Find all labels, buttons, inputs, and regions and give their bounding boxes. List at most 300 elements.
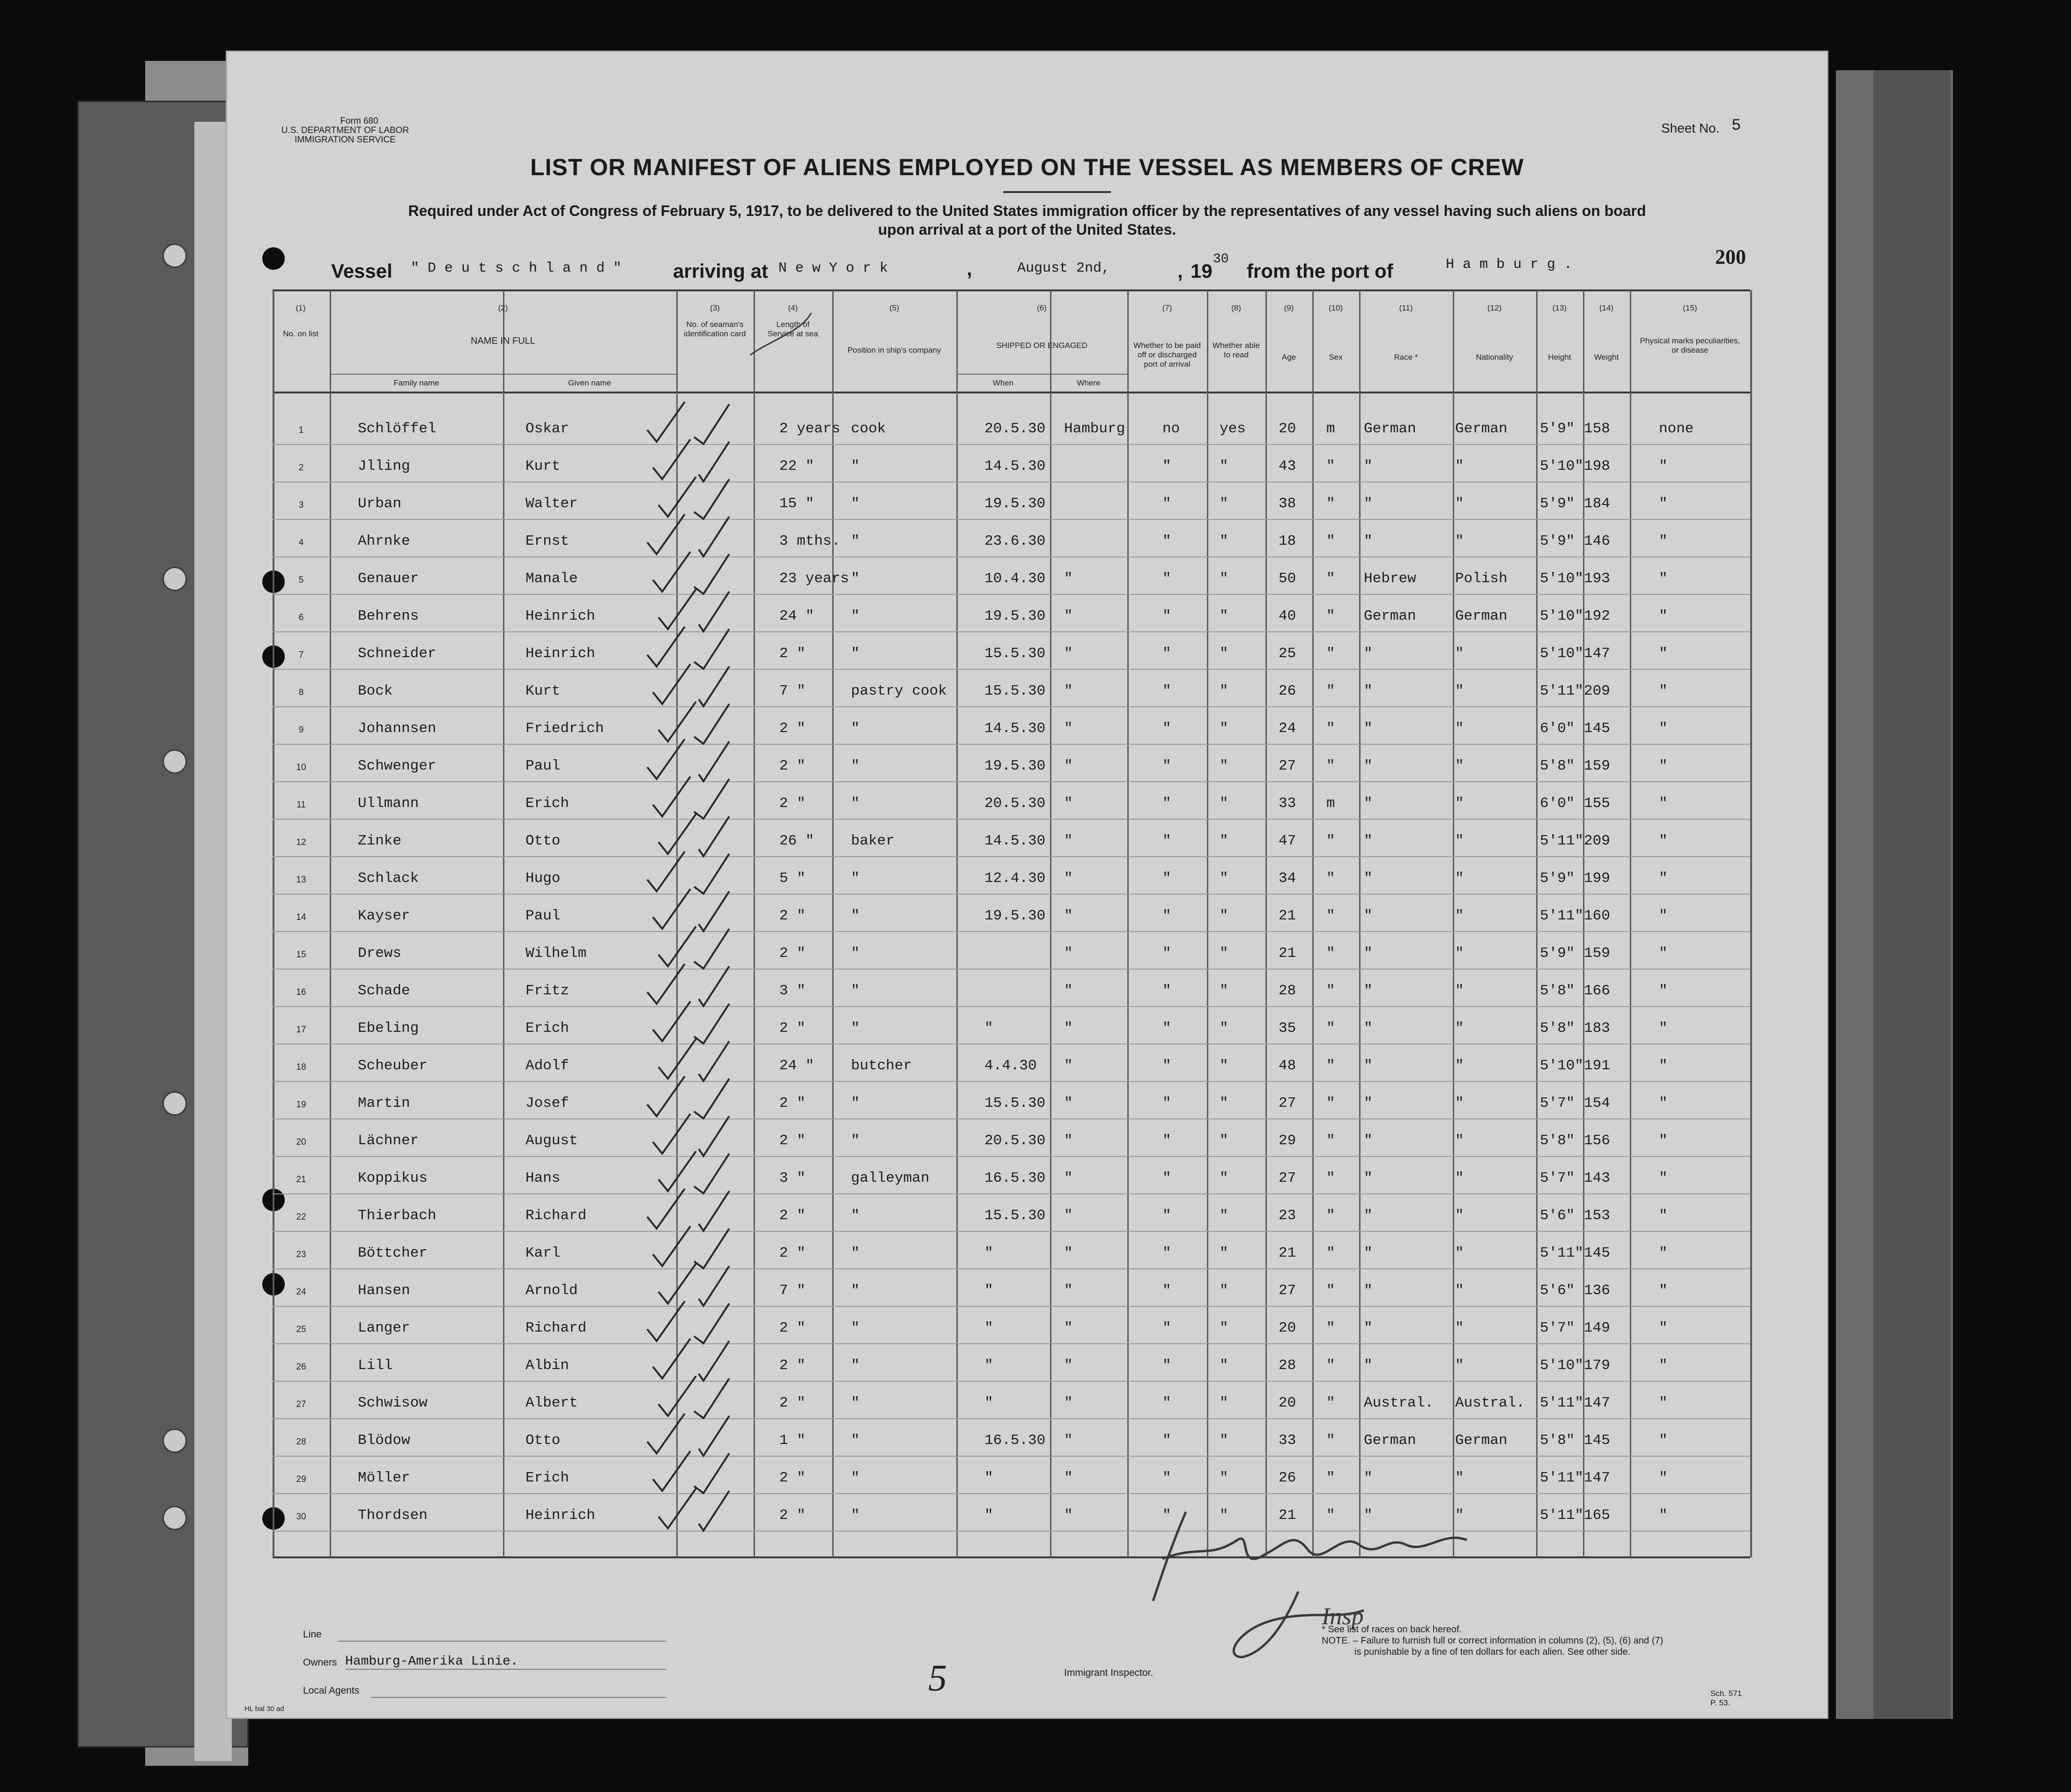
row-number: 30 xyxy=(296,1512,306,1522)
cell-given: Albin xyxy=(525,1357,570,1374)
cell-age: 33 xyxy=(1279,1432,1296,1449)
check-mark xyxy=(647,852,685,891)
cell-marks: " xyxy=(1659,1320,1668,1336)
cell-position: " xyxy=(851,795,860,812)
cell-age: 40 xyxy=(1279,608,1296,624)
cell-paid: " xyxy=(1162,1357,1171,1374)
cell-weight: 147 xyxy=(1584,1395,1610,1411)
cell-age: 34 xyxy=(1279,870,1296,887)
cell-position: " xyxy=(851,1020,860,1037)
cell-nat: " xyxy=(1455,1058,1464,1074)
owners-value: Hamburg-Amerika Linie. xyxy=(345,1654,518,1669)
cell-sex: " xyxy=(1326,608,1335,624)
cell-when: " xyxy=(984,1470,993,1486)
cell-read: " xyxy=(1220,683,1228,699)
cell-service: 1 " xyxy=(779,1432,806,1449)
local-agents-label: Local Agents xyxy=(303,1685,360,1696)
cell-nat: " xyxy=(1455,908,1464,924)
cell-nat: " xyxy=(1455,1095,1464,1111)
cell-height: 5'9" xyxy=(1540,421,1575,437)
row-number: 25 xyxy=(296,1325,306,1334)
cell-marks: " xyxy=(1659,870,1668,887)
cell-service: 24 " xyxy=(779,1058,814,1074)
cell-marks: " xyxy=(1659,1282,1668,1299)
cell-sex: " xyxy=(1326,533,1335,549)
col-8-number: (8) xyxy=(1231,304,1241,312)
cell-family: Schlack xyxy=(358,870,419,887)
vessel-name: " D e u t s c h l a n d " xyxy=(411,260,622,276)
cell-when: 4.4.30 xyxy=(984,1058,1037,1074)
cell-paid: " xyxy=(1162,1507,1171,1524)
cell-when: " xyxy=(984,1282,993,1299)
col-10-header: Sex xyxy=(1329,353,1343,362)
cell-read: " xyxy=(1220,908,1228,924)
binder-hole xyxy=(163,1506,187,1530)
cell-position: " xyxy=(851,1133,860,1149)
cell-read: " xyxy=(1220,983,1228,999)
cell-where: " xyxy=(1064,1207,1073,1224)
cell-race: " xyxy=(1364,1170,1373,1186)
cell-sex: " xyxy=(1326,1245,1335,1261)
cell-weight: 158 xyxy=(1584,421,1610,437)
col-2-header: NAME IN FULL xyxy=(471,336,535,346)
cell-family: Schlöffel xyxy=(358,421,436,437)
cell-weight: 192 xyxy=(1584,608,1610,624)
cell-family: Scheuber xyxy=(358,1058,428,1074)
check-mark xyxy=(658,814,696,854)
col-1-number: (1) xyxy=(296,304,306,312)
cell-paid: " xyxy=(1162,908,1171,924)
cell-nat: " xyxy=(1455,533,1464,549)
check-mark xyxy=(658,1151,696,1191)
cell-read: " xyxy=(1220,758,1228,774)
cell-marks: " xyxy=(1659,645,1668,662)
col-15-header: Physical marks peculiarities, or disease xyxy=(1640,336,1740,355)
col-11-header: Race * xyxy=(1394,353,1418,362)
cell-read: " xyxy=(1220,570,1228,587)
cell-age: 23 xyxy=(1279,1207,1296,1224)
cell-paid: " xyxy=(1162,983,1171,999)
binder-hole xyxy=(163,749,187,774)
col-12-header: Nationality xyxy=(1476,353,1513,362)
cell-read: " xyxy=(1220,1320,1228,1336)
cell-read: " xyxy=(1220,458,1228,474)
cell-service: 2 " xyxy=(779,1357,806,1374)
cell-given: Hugo xyxy=(525,870,561,887)
check-mark xyxy=(699,1116,729,1156)
cell-age: 48 xyxy=(1279,1058,1296,1074)
cell-sex: " xyxy=(1326,945,1335,962)
cell-when: " xyxy=(984,1320,993,1336)
cell-where: " xyxy=(1064,1470,1073,1486)
cell-height: 5'8" xyxy=(1540,983,1575,999)
col-1-header: No. on list xyxy=(283,329,318,338)
cell-paid: " xyxy=(1162,570,1171,587)
cell-age: 18 xyxy=(1279,533,1296,549)
cell-family: Koppikus xyxy=(358,1170,428,1186)
cell-age: 21 xyxy=(1279,908,1296,924)
cell-sex: " xyxy=(1326,720,1335,737)
cell-given: Paul xyxy=(525,758,561,774)
cell-height: 5'11" xyxy=(1540,833,1584,849)
check-mark xyxy=(658,477,696,517)
cell-service: 2 " xyxy=(779,1245,806,1261)
cell-height: 5'10" xyxy=(1540,1058,1584,1074)
cell-race: " xyxy=(1364,1357,1373,1374)
cell-sex: " xyxy=(1326,1395,1335,1411)
cell-paid: " xyxy=(1162,1020,1171,1037)
cell-height: 5'10" xyxy=(1540,1357,1584,1374)
cell-position: " xyxy=(851,1207,860,1224)
cell-paid: " xyxy=(1162,1170,1171,1186)
check-mark xyxy=(699,592,729,631)
cell-race: " xyxy=(1364,1207,1373,1224)
cell-age: 20 xyxy=(1279,1395,1296,1411)
cell-marks: " xyxy=(1659,570,1668,587)
cell-given: Erich xyxy=(525,1020,570,1037)
row-number: 29 xyxy=(296,1474,306,1484)
year-prefix: 19 xyxy=(1191,260,1213,282)
cell-service: 2 " xyxy=(779,1133,806,1149)
cell-age: 28 xyxy=(1279,983,1296,999)
cell-paid: " xyxy=(1162,1282,1171,1299)
cell-height: 5'10" xyxy=(1540,645,1584,662)
cell-sex: " xyxy=(1326,1320,1335,1336)
cell-service: 23 years xyxy=(779,570,849,587)
check-mark xyxy=(694,1229,729,1268)
cell-position: pastry cook xyxy=(851,683,947,699)
row-number: 8 xyxy=(298,688,304,697)
cell-height: 5'11" xyxy=(1540,1470,1584,1486)
cell-race: " xyxy=(1364,720,1373,737)
cell-position: " xyxy=(851,1245,860,1261)
cell-given: Fritz xyxy=(525,983,570,999)
cell-paid: " xyxy=(1162,870,1171,887)
cell-family: Zinke xyxy=(358,833,402,849)
cell-sex: " xyxy=(1326,1282,1335,1299)
cell-marks: " xyxy=(1659,496,1668,512)
cell-when: 19.5.30 xyxy=(984,908,1046,924)
check-mark xyxy=(653,1451,690,1491)
cell-paid: " xyxy=(1162,795,1171,812)
cell-race: " xyxy=(1364,1320,1373,1336)
cell-marks: " xyxy=(1659,458,1668,474)
handwritten-mark: 5 xyxy=(928,1658,947,1699)
line-label: Line xyxy=(303,1629,322,1640)
cell-marks: " xyxy=(1659,1133,1668,1149)
check-mark xyxy=(653,889,690,929)
cell-weight: 160 xyxy=(1584,908,1610,924)
owners-label: Owners xyxy=(303,1657,337,1668)
check-mark xyxy=(699,1041,729,1081)
cell-sex: " xyxy=(1326,1058,1335,1074)
cell-age: 28 xyxy=(1279,1357,1296,1374)
cell-marks: none xyxy=(1659,421,1694,437)
cell-paid: " xyxy=(1162,1095,1171,1111)
cell-nat: " xyxy=(1455,795,1464,812)
cell-read: " xyxy=(1220,1470,1228,1486)
check-mark xyxy=(653,1001,690,1041)
cell-age: 26 xyxy=(1279,683,1296,699)
fine-note-1: NOTE. – Failure to furnish full or correct information in columns (2), (5), (6) and (7) xyxy=(1322,1636,1664,1646)
cell-nat: " xyxy=(1455,720,1464,737)
cell-position: cook xyxy=(851,421,886,437)
row-number: 28 xyxy=(296,1437,306,1447)
cell-given: Heinrich xyxy=(525,608,595,624)
row-number: 23 xyxy=(296,1250,306,1259)
cell-height: 5'10" xyxy=(1540,570,1584,587)
cell-paid: " xyxy=(1162,608,1171,624)
row-number: 18 xyxy=(296,1062,306,1072)
cell-family: Schwenger xyxy=(358,758,436,774)
cell-family: Möller xyxy=(358,1470,410,1486)
col-9-header: Age xyxy=(1281,353,1296,362)
cell-nat: " xyxy=(1455,870,1464,887)
cell-read: " xyxy=(1220,1133,1228,1149)
row-number: 21 xyxy=(296,1175,306,1185)
cell-when: 15.5.30 xyxy=(984,645,1046,662)
check-mark xyxy=(658,589,696,629)
check-mark xyxy=(647,964,685,1004)
cell-where: " xyxy=(1064,758,1073,774)
cell-race: " xyxy=(1364,870,1373,887)
cell-nat: German xyxy=(1455,1432,1508,1449)
cell-family: Blödow xyxy=(358,1432,410,1449)
cell-weight: 159 xyxy=(1584,945,1610,962)
row-number: 13 xyxy=(296,875,306,885)
cell-service: 3 " xyxy=(779,983,806,999)
col-3-number: (3) xyxy=(710,304,720,312)
cell-service: 7 " xyxy=(779,683,806,699)
cell-race: " xyxy=(1364,533,1373,549)
check-mark xyxy=(694,854,729,894)
cell-paid: " xyxy=(1162,496,1171,512)
cell-given: Albert xyxy=(525,1395,578,1411)
row-number: 11 xyxy=(296,800,306,810)
count-mark: 200 xyxy=(1715,245,1746,268)
cell-age: 29 xyxy=(1279,1133,1296,1149)
cell-paid: " xyxy=(1162,458,1171,474)
cell-where: " xyxy=(1064,945,1073,962)
cell-position: " xyxy=(851,983,860,999)
department: U.S. DEPARTMENT OF LABOR xyxy=(281,126,409,135)
check-mark xyxy=(694,479,729,519)
cell-position: " xyxy=(851,608,860,624)
check-mark xyxy=(647,627,685,666)
cell-race: " xyxy=(1364,1058,1373,1074)
cell-given: Erich xyxy=(525,795,570,812)
cell-where: " xyxy=(1064,1432,1073,1449)
cell-position: " xyxy=(851,1507,860,1524)
cell-weight: 155 xyxy=(1584,795,1610,812)
cell-race: " xyxy=(1364,1507,1373,1524)
row-number: 3 xyxy=(298,500,304,510)
col-6-number: (6) xyxy=(1037,304,1047,312)
row-number: 12 xyxy=(296,837,306,847)
cell-when: 16.5.30 xyxy=(984,1170,1046,1186)
cell-position: " xyxy=(851,1395,860,1411)
cell-where: " xyxy=(1064,1282,1073,1299)
cell-marks: " xyxy=(1659,720,1668,737)
cell-read: " xyxy=(1220,1095,1228,1111)
fine-note-2: is punishable by a fine of ten dollars for each alien. See other side. xyxy=(1354,1647,1631,1657)
cell-read: " xyxy=(1220,1507,1228,1524)
check-mark xyxy=(694,1378,729,1418)
schedule-page: P. 53. xyxy=(1710,1698,1731,1707)
cell-given: Heinrich xyxy=(525,1507,595,1524)
from-label: from the port of xyxy=(1247,260,1393,282)
cell-sex: " xyxy=(1326,758,1335,774)
cell-race: " xyxy=(1364,795,1373,812)
cell-age: 21 xyxy=(1279,1507,1296,1524)
cell-given: Richard xyxy=(525,1320,587,1336)
cell-position: " xyxy=(851,945,860,962)
cell-position: " xyxy=(851,1357,860,1374)
cell-paid: " xyxy=(1162,1470,1171,1486)
cell-weight: 159 xyxy=(1584,758,1610,774)
cell-family: Langer xyxy=(358,1320,410,1336)
check-mark xyxy=(699,1491,729,1531)
cell-sex: " xyxy=(1326,1133,1335,1149)
cell-weight: 136 xyxy=(1584,1282,1610,1299)
cell-family: Drews xyxy=(358,945,402,962)
cell-age: 27 xyxy=(1279,1095,1296,1111)
cell-race: " xyxy=(1364,945,1373,962)
cell-sex: " xyxy=(1326,1170,1335,1186)
check-mark xyxy=(647,514,685,554)
cell-position: " xyxy=(851,645,860,662)
cell-height: 5'8" xyxy=(1540,1133,1575,1149)
row-number: 2 xyxy=(298,463,304,473)
cell-where: " xyxy=(1064,1245,1073,1261)
cell-given: Arnold xyxy=(525,1282,578,1299)
check-mark xyxy=(694,1453,729,1493)
cell-position: " xyxy=(851,1470,860,1486)
row-number: 17 xyxy=(296,1025,306,1035)
cell-paid: " xyxy=(1162,1320,1171,1336)
cell-service: 15 " xyxy=(779,496,814,512)
cell-paid: no xyxy=(1162,421,1180,437)
cell-service: 22 " xyxy=(779,458,814,474)
cell-position: " xyxy=(851,570,860,587)
cell-service: 2 " xyxy=(779,1095,806,1111)
cell-nat: German xyxy=(1455,421,1508,437)
cell-service: 2 " xyxy=(779,908,806,924)
check-mark xyxy=(647,402,685,442)
cell-where: " xyxy=(1064,833,1073,849)
cell-read: " xyxy=(1220,1357,1228,1374)
cell-where: " xyxy=(1064,570,1073,587)
cell-age: 47 xyxy=(1279,833,1296,849)
check-mark xyxy=(694,1079,729,1118)
col-8-header: Whether able to read xyxy=(1212,341,1260,359)
cell-position: " xyxy=(851,1282,860,1299)
comma: , xyxy=(967,258,972,280)
check-mark xyxy=(699,1266,729,1306)
col-4-number: (4) xyxy=(788,304,798,312)
cell-nat: " xyxy=(1455,1507,1464,1524)
cell-age: 38 xyxy=(1279,496,1296,512)
cell-family: Schwisow xyxy=(358,1395,428,1411)
col-13-number: (13) xyxy=(1552,304,1567,312)
cell-paid: " xyxy=(1162,945,1171,962)
cell-where: " xyxy=(1064,908,1073,924)
cell-given: Kurt xyxy=(525,683,561,699)
cell-when: " xyxy=(984,1020,993,1037)
cell-age: 20 xyxy=(1279,421,1296,437)
check-mark xyxy=(699,442,729,481)
check-mark xyxy=(699,1191,729,1231)
check-mark xyxy=(658,1264,696,1303)
cell-position: butcher xyxy=(851,1058,912,1074)
cell-weight: 209 xyxy=(1584,833,1610,849)
cell-read: " xyxy=(1220,945,1228,962)
cell-weight: 198 xyxy=(1584,458,1610,474)
cell-given: Paul xyxy=(525,908,561,924)
subtitle-line-2: upon arrival at a port of the United States. xyxy=(878,221,1176,238)
cell-marks: " xyxy=(1659,1507,1668,1524)
cell-service: 5 " xyxy=(779,870,806,887)
cell-given: Walter xyxy=(525,496,578,512)
cell-weight: 183 xyxy=(1584,1020,1610,1037)
cell-race: " xyxy=(1364,1133,1373,1149)
cell-position: " xyxy=(851,870,860,887)
cell-nat: " xyxy=(1455,833,1464,849)
sheet-label: Sheet No. xyxy=(1661,121,1720,135)
cell-weight: 166 xyxy=(1584,983,1610,999)
cell-position: " xyxy=(851,908,860,924)
col-7-header: Whether to be paid off or discharged port of arrival xyxy=(1133,341,1201,369)
cell-nat: " xyxy=(1455,1320,1464,1336)
row-number: 19 xyxy=(296,1100,306,1110)
cell-read: " xyxy=(1220,1058,1228,1074)
cell-position: " xyxy=(851,720,860,737)
cell-service: 2 " xyxy=(779,1020,806,1037)
cell-age: 25 xyxy=(1279,645,1296,662)
row-number: 5 xyxy=(298,575,304,585)
cell-where: " xyxy=(1064,645,1073,662)
cell-weight: 184 xyxy=(1584,496,1610,512)
check-mark xyxy=(658,1488,696,1528)
cell-given: Adolf xyxy=(525,1058,570,1074)
row-number: 27 xyxy=(296,1400,306,1409)
cell-race: " xyxy=(1364,1282,1373,1299)
cell-service: 2 " xyxy=(779,720,806,737)
cell-sex: " xyxy=(1326,645,1335,662)
cell-nat: " xyxy=(1455,1357,1464,1374)
cell-read: " xyxy=(1220,720,1228,737)
cell-when: 15.5.30 xyxy=(984,1095,1046,1111)
cell-family: Lill xyxy=(358,1357,393,1374)
cell-when: 14.5.30 xyxy=(984,458,1046,474)
cell-weight: 149 xyxy=(1584,1320,1610,1336)
col-2-number: (2) xyxy=(498,304,508,312)
col-6-header: SHIPPED OR ENGAGED xyxy=(996,341,1087,350)
page-title: LIST OR MANIFEST OF ALIENS EMPLOYED ON THE VESSEL AS MEMBERS OF CREW xyxy=(530,154,1524,180)
cell-age: 50 xyxy=(1279,570,1296,587)
cell-service: 24 " xyxy=(779,608,814,624)
cell-height: 5'8" xyxy=(1540,1432,1575,1449)
row-number: 14 xyxy=(296,912,306,922)
cell-given: Karl xyxy=(525,1245,561,1261)
cell-given: Wilhelm xyxy=(525,945,587,962)
check-mark xyxy=(647,739,685,779)
right-binder-panel-dark xyxy=(1873,70,1951,1719)
arrival-date: August 2nd, xyxy=(1017,260,1110,276)
cell-nat: " xyxy=(1455,983,1464,999)
cell-read: " xyxy=(1220,1282,1228,1299)
cell-nat: " xyxy=(1455,458,1464,474)
